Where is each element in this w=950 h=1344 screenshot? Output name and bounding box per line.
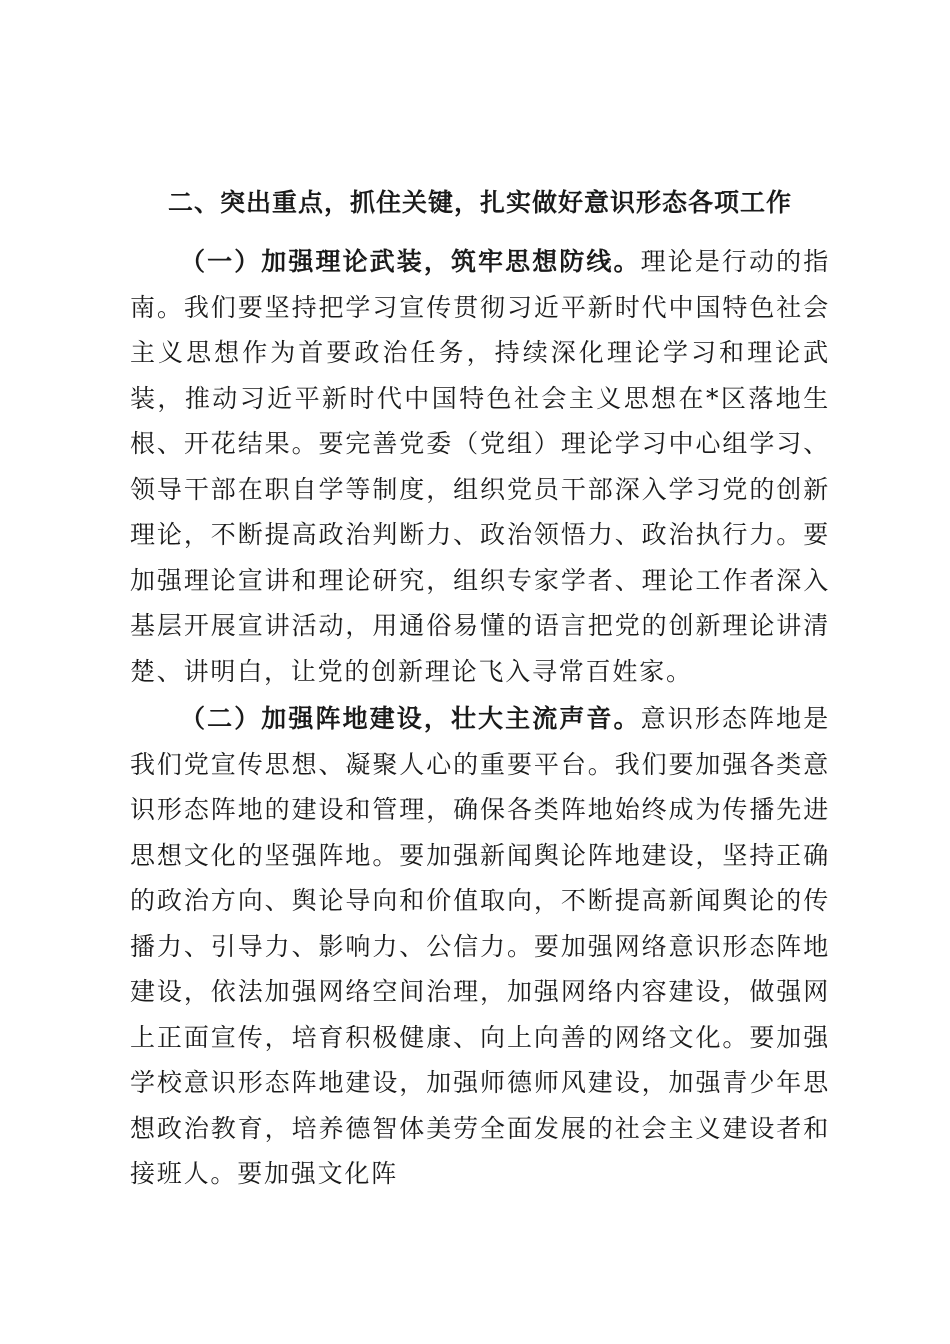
paragraph-2 [130,696,830,1197]
paragraph-1 [130,239,830,694]
paragraph-2-lead: （二）加强阵地建设，壮大主流声音。 [180,704,641,733]
paragraph-1-lead: （一）加强理论武装，筑牢思想防线。 [180,247,641,276]
paragraph-2-body: 意识形态阵地是我们党宣传思想、凝聚人心的重要平台。我们要加强各类意识形态阵地的建设和管理，确保各类阵地始终成为传播先进思想文化的坚强阵地。要加强新闻舆论阵地建设，坚持正确的政治方向、舆论导向和价值取向，不断提高新闻舆论的传播力、引导力、影响力、公信力。要加强网络意识形态阵地建设，依法加强网络空间治理，加强网络内容建设，做强网上正面宣传，培育积极健康、向上向善的网络文化。要加强学校意识形态阵地建设，加强师德师风建设，加强青少年思想政治教育，培养德智体美劳全面发展的社会主义建设者和接班人。要加强文化阵 [130,704,830,1188]
paragraph-1-body: 理论是行动的指南。我们要坚持把学习宣传贯彻习近平新时代中国特色社会主义思想作为首要政治任务，持续深化理论学习和理论武装，推动习近平新时代中国特色社会主义思想在*区落地生根、开花结果。要完善党委（党组）理论学习中心组学习、领导干部在职自学等制度，组织党员干部深入学习党的创新理论，不断提高政治判断力、政治领悟力、政治执行力。要加强理论宣讲和理论研究，组织专家学者、理论工作者深入基层开展宣讲活动，用通俗易懂的语言把党的创新理论讲清楚、讲明白，让党的创新理论飞入寻常百姓家。 [130,247,830,686]
section-heading: 二、突出重点，抓住关键，扎实做好意识形态各项工作 [167,188,792,217]
